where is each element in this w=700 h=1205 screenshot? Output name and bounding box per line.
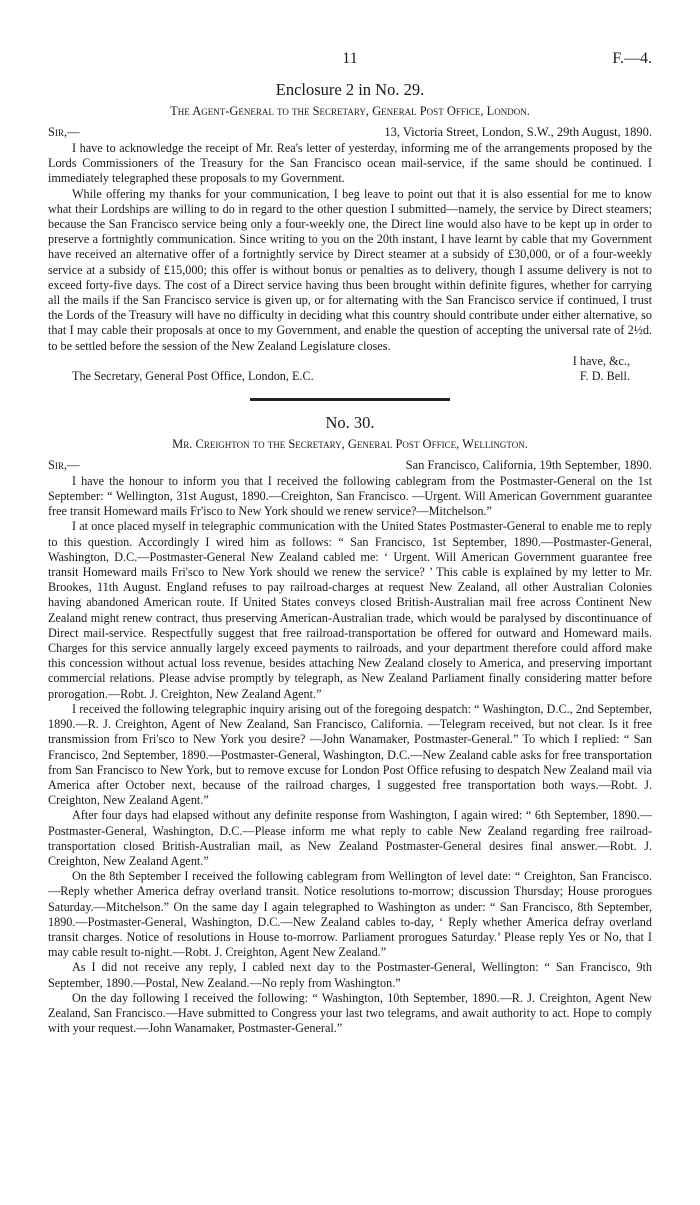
letter-paragraph: On the 8th September I received the following cablegram from Wellington of level date: “ Creighton, San Francisco.—Reply whether America defray overland transit. Notice resolutions to-morrow; discussion Thursday; House prorogues Saturday.—Mitchelson.” On the same day I again telegraphed to Washington as under: “ San Francisco, 8th September, 1890.—Postmaster-General, Washington, D.C.—New Zealand cables to-day, ‘ Reply whether America defray overland transit charges. Notice of resolutions in House to-morrow. Parliament prorogues Saturday.’ Please reply Yes or No, that I may cable result to-night.—Robt. J. Creighton, Agent New Zealand.” <box>48 869 652 960</box>
letter-paragraph: I have the honour to inform you that I received the following cablegram from the Postmaster-General on the 1st September: “ Wellington, 31st August, 1890.—Creighton, San Francisco. —Urgent. Will American Government guarantee free transit Homeward mails Fr'isco to New York should we renew service?—Mitchelson.” <box>48 473 652 519</box>
enclosure-closing-row-2 <box>48 369 652 384</box>
letter-paragraph: As I did not receive any reply, I cabled next day to the Postmaster-General, Wellington: “ San Francisco, 9th September, 1890.—Postal, New Zealand.—No reply from Washington.” <box>48 960 652 990</box>
document-reference: F.—4. <box>612 50 652 67</box>
enclosure-closing-row-1 <box>48 354 652 369</box>
enclosure-paragraph: While offering my thanks for your communication, I beg leave to point out that it is also essential for me to know what their Lordships are willing to do in regard to the other question I submitted—namely, the service by Direct steamers; because the San Francisco service being only a four-weekly one, the Direct line would also have to be kept up in order to preserve a fortnightly communication. Since writing to you on the 20th instant, I have learnt by cable that my Government have received an alternative offer of a fortnightly service by Direct steamer at a subsidy of £30,000, or of a four-weekly service at a subsidy of £15,000; this offer is without bonus or penalties as to delivery, though I assume delivery is not to exceed forty-five days. The cost of a Direct service having thus been brought within definite figures, whether for carrying all the mails if the San Francisco service is given up, or for alternating with the San Francisco service if continued, I trust the Lords of the Treasury will have no difficulty in deciding what this country should contribute under either alternative, so that I may cable their proposals at once to my Government, and enable the question of accepting the universal rate of 2½d. to be settled before the session of the New Zealand Legislature closes. <box>48 186 652 353</box>
letter-heading: No. 30. <box>325 412 375 432</box>
enclosure-salutation-row <box>48 125 652 141</box>
letter-subtitle: Mr. Creighton to the Secretary, General Post Office, Wellington. <box>172 436 528 451</box>
section-divider <box>250 398 450 401</box>
letter-section <box>48 413 652 1037</box>
enclosure-salutation: Sir,— <box>48 125 80 139</box>
enclosure-paragraph: I have to acknowledge the receipt of Mr. Rea's letter of yesterday, informing me of the arrangements proposed by the Lords Commissioners of the Treasury for the San Francisco ocean mail-service, if the same should be continued. I immediately telegraphed these proposals to my Government. <box>48 141 652 186</box>
enclosure-addressee: The Secretary, General Post Office, London, E.C. <box>72 368 314 383</box>
letter-paragraph: I received the following telegraphic inquiry arising out of the foregoing despatch: “ Washington, D.C., 2nd September, 1890.—R. J. Creighton, Agent of New Zealand, San Francisco, California. —Telegram received, but not clear. Is it free transmission from Fri'sco to New York you desire? —John Wanamaker, Postmaster-General.” To which I replied: “ San Francisco, 2nd September, 1890.—Postmaster-General, Washington, D.C.—New Zealand cable asks for free transportation from San Francisco to New York, but to remove excuse for London Post Office refusing to despatch New Zealand mail via America after October next, because of the railroad charges, I suggested free transportation both ways.—Robt. J. Creighton, New Zealand Agent.” <box>48 701 652 808</box>
enclosure-section <box>48 80 652 384</box>
enclosure-signature: F. D. Bell. <box>579 368 630 383</box>
letter-salutation-row <box>48 458 652 474</box>
enclosure-subtitle: The Agent-General to the Secretary, General Post Office, London. <box>170 104 530 118</box>
enclosure-closing-greeting: I have, &c., <box>572 353 630 368</box>
enclosure-heading: Enclosure 2 in No. 29. <box>275 80 425 99</box>
letter-paragraph: After four days had elapsed without any definite response from Washington, I again wired: “ 6th September, 1890.—Postmaster-General, Washington, D.C.—Please inform me what reply to cable New Zealand regarding free railroad-transportation closed British-Australian mail, as New Zealand Postmaster-General desires final answer.—Robt. J. Creighton, New Zealand Agent.” <box>48 808 652 868</box>
page-number: 11 <box>342 50 358 67</box>
letter-paragraph: I at once placed myself in telegraphic communication with the United States Postmaster-General to enable me to reply to this question. Accordingly I wired him as follows: “ San Francisco, 1st September, 1890.—Postmaster-General, Washington, D.C.—Postmaster-General New Zealand cabled me: ‘ Urgent. Will American Government guarantee free transit Homeward mails Fri'sco to New York should we renew the service? ’ This cable is explained by my letter to Mr. Brookes, 11th August. England refuses to pay railroad-charges at request New Zealand, all other Australian Colonies having abandoned American route. If United States conveys closed British-Australian mail free across Continent New Zealand might renew contract, thus preserving American-Australian trade, which would be paralysed by discontinuance of Direct mail-service. Respectfully suggest that free railroad-transportation be offered for outward and Homeward mails. Charges for this service annually largely exceed payments to railroads, and your department therefore could afford make this concession without actual loss revenue, besides attaching New Zealand closely to America, and preserving important commercial relations. Please advise promptly by telegraph, as New Zealand Parliament finally considering matter before prorogation.—Robt. J. Creighton, New Zealand Agent.” <box>48 519 652 701</box>
letter-paragraph: On the day following I received the following: “ Washington, 10th September, 1890.—R. J. Creighton, Agent New Zealand, San Francisco.—Have submitted to Congress your last two telegrams, and await authority to act. Hope to comply with your request.—John Wanamaker, Postmaster-General.” <box>48 990 652 1036</box>
page-header <box>48 50 652 72</box>
enclosure-address: 13, Victoria Street, London, S.W., 29th August, 1890. <box>384 125 652 139</box>
letter-salutation: Sir,— <box>48 457 80 472</box>
letter-address: San Francisco, California, 19th September, 1890. <box>405 457 652 472</box>
